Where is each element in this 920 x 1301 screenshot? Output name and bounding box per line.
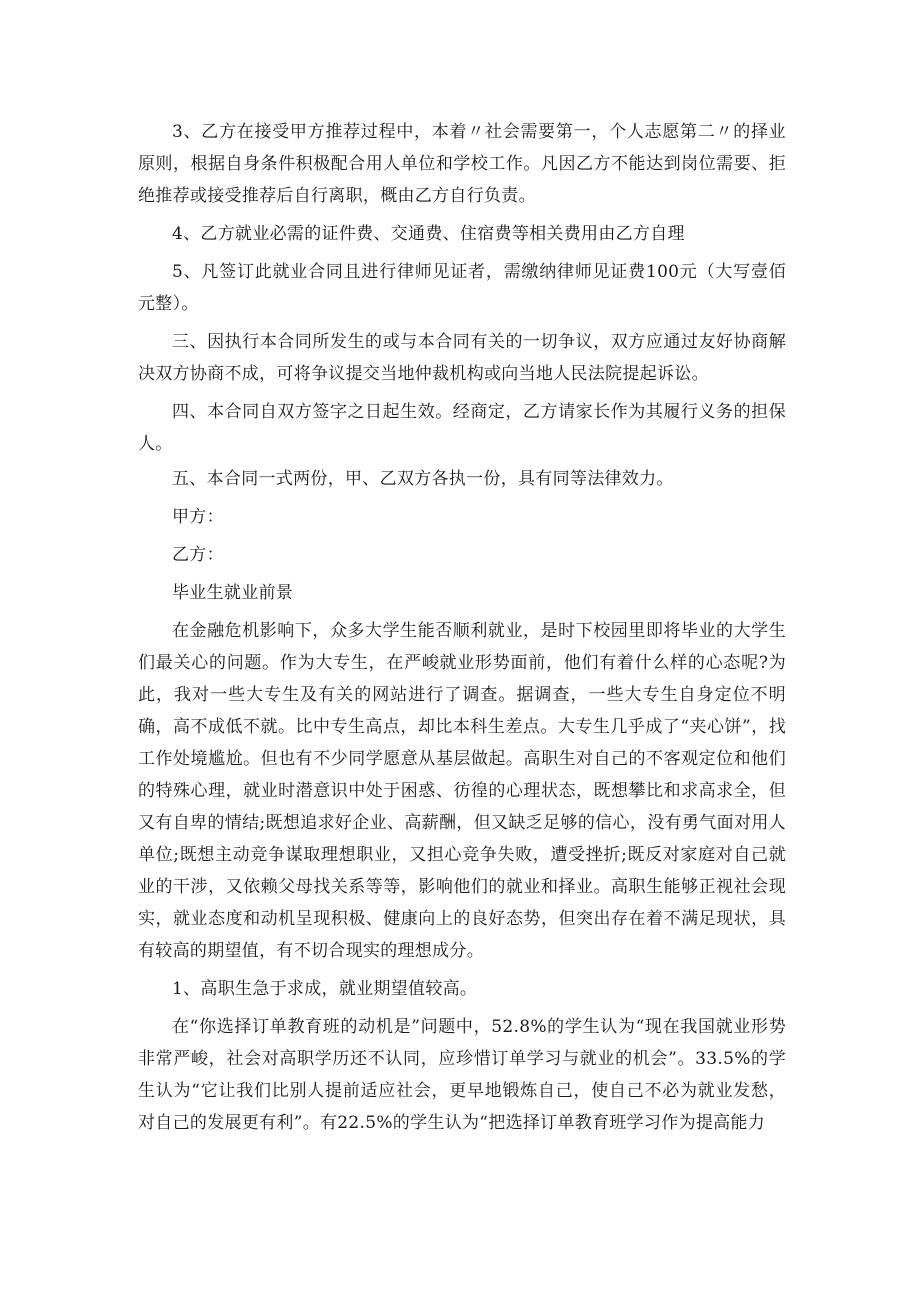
- paragraph-point-1: 1、高职生急于求成，就业期望值较高。: [172, 979, 478, 999]
- paragraph-dispute-clause: 三、因执行本合同所发生的或与本合同有关的一切争议，双方应通过友好协商解决双方协商不成，可将争议提交当地仲裁机构或向当地人民法院提起诉讼。: [138, 332, 786, 384]
- paragraph-employment-outlook: 在金融危机影响下，众多大学生能否顺利就业，是时下校园里即将毕业的大学生们最关心的问题。作为大专生，在严峻就业形势面前，他们有着什么样的心态呢?为此，我对一些大专生及有关的网站进行了调查。据调查，一些大专生自身定位不明确，高不成低不就。比中专生高点，却比本科生差点。大专生几乎成了“夹心饼”，找工作处境尴尬。但也有不少同学愿意从基层做起。高职生对自己的不客观定位和他们的特殊心理，就业时潜意识中处于困惑、彷徨的心理状态，既想攀比和求高求全，但又有自卑的情结;既想追求好企业、高薪酬，但又缺乏足够的信心，没有勇气面对用人单位;既想主动竞争谋取理想职业，又担心竞争失败，遭受挫折;既反对家庭对自己就业的干涉，又依赖父母找关系等等，影响他们的就业和择业。高职生能够正视社会现实，就业态度和动机呈现积极、健康向上的良好态势，但突出存在着不满足现状，具有较高的期望值，有不切合现实的理想成分。: [138, 621, 786, 961]
- paragraph-clause-4: 4、乙方就业必需的证件费、交通费、住宿费等相关费用由乙方自理: [172, 224, 685, 244]
- paragraph-survey-results: 在“你选择订单教育班的动机是”问题中，52.8%的学生认为“现在我国就业形势非常严峻，社会对高职学历还不认同，应珍惜订单学习与就业的机会”。33.5%的学生认为“它让我们比别人提前适应社会，更早地锻炼自己，使自己不必为就业发愁，对自己的发展更有利”。有22.5%的学生认为“把选择订单教育班学习作为提高能力: [138, 1017, 786, 1133]
- party-b-signature-line: 乙方：: [172, 545, 224, 565]
- section-heading: 毕业生就业前景: [172, 583, 294, 603]
- paragraph-effective-clause: 四、本合同自双方签字之日起生效。经商定，乙方请家长作为其履行义务的担保人。: [138, 402, 786, 454]
- party-a-signature-line: 甲方：: [172, 507, 224, 527]
- document-body: [138, 116, 786, 1139]
- paragraph-copies-clause: 五、本合同一式两份，甲、乙双方各执一份，具有同等法律效力。: [172, 469, 674, 489]
- paragraph-clause-5: 5、凡签订此就业合同且进行律师见证者，需缴纳律师见证费100元（大写壹佰元整）。: [138, 262, 786, 314]
- paragraph-clause-3: 3、乙方在接受甲方推荐过程中，本着〃社会需要第一，个人志愿第二〃的择业原则，根据自身条件积极配合用人单位和学校工作。凡因乙方不能达到岗位需要、拒绝推荐或接受推荐后自行离职，概由乙方自行负责。: [138, 122, 786, 206]
